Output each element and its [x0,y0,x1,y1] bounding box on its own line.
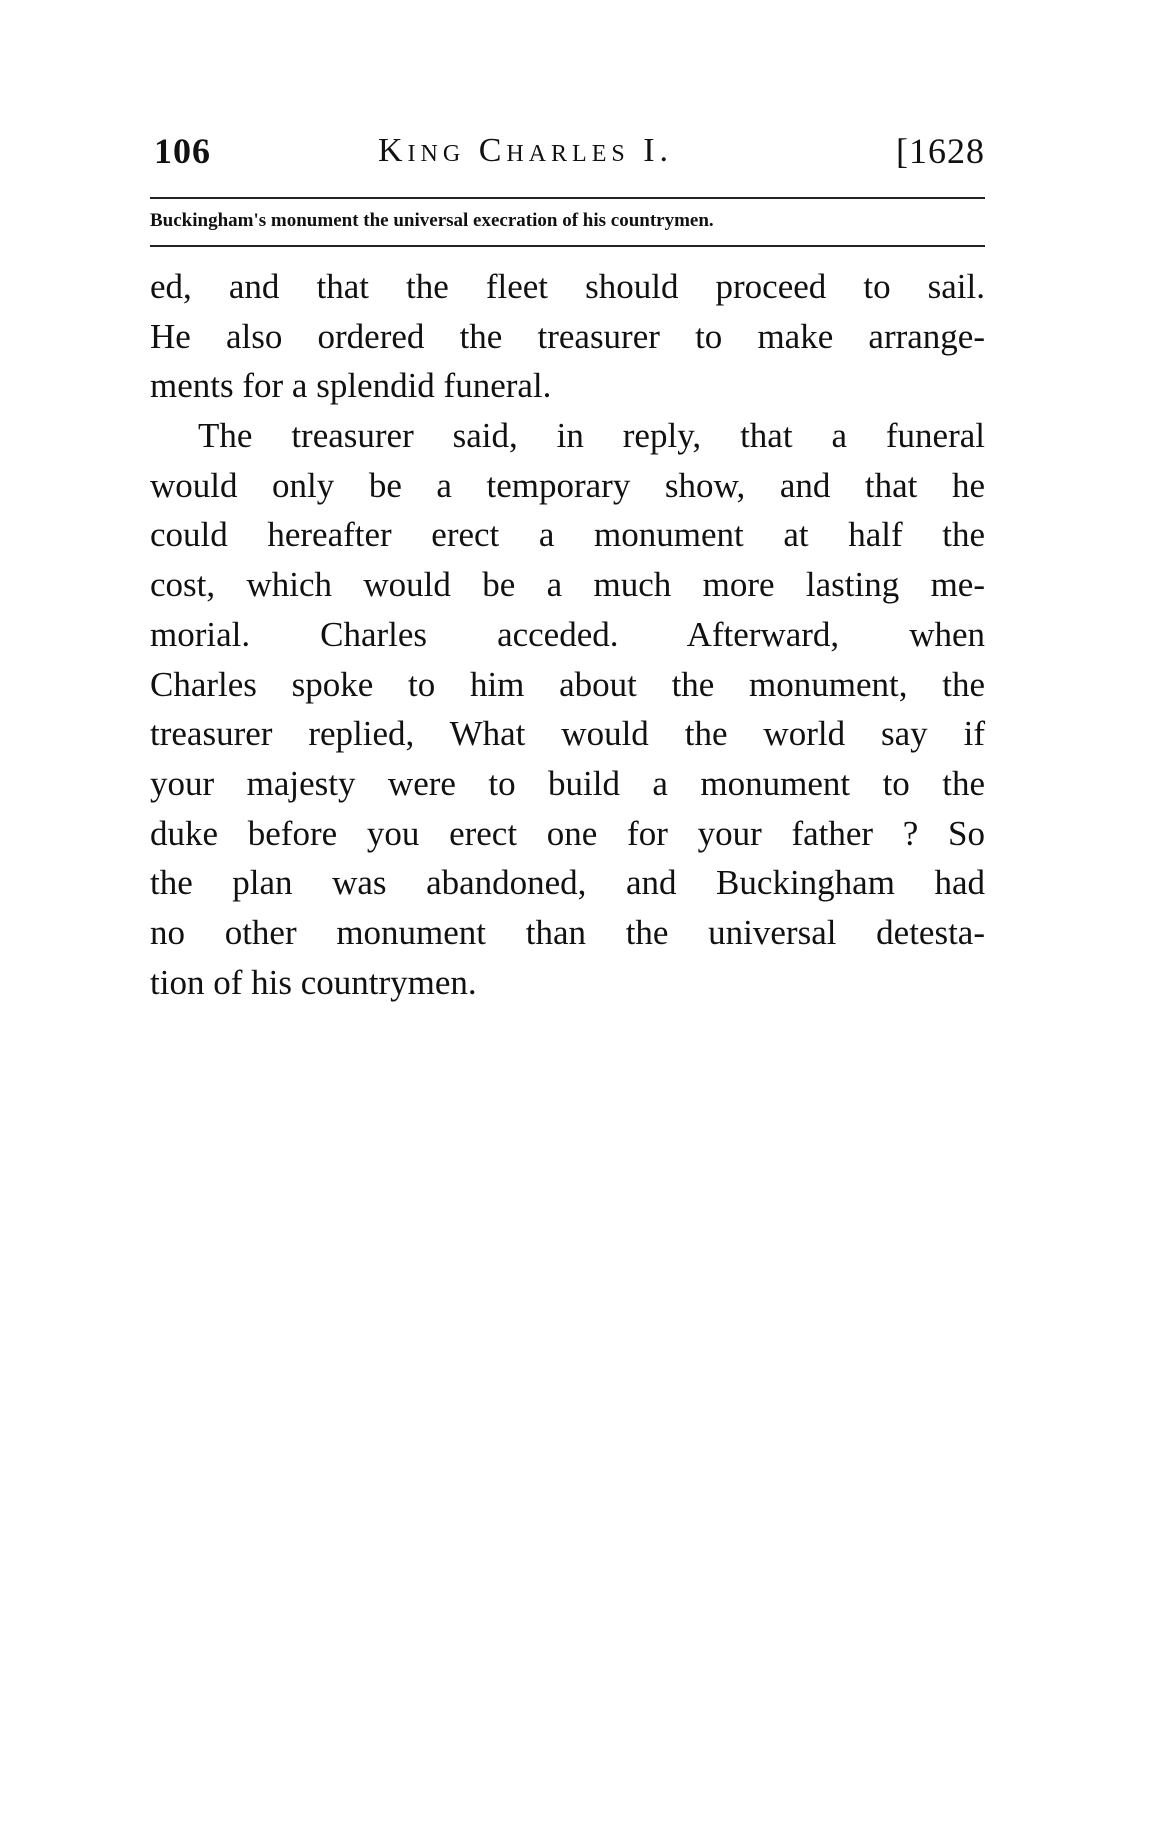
year-marker: [1628 [896,131,985,171]
text-line: ments for a splendid funeral. [150,366,552,406]
text-line: the plan was abandoned, and Buckingham had [150,863,985,903]
header-rule-bottom [150,245,985,247]
running-subheading: Buckingham's monument the universal execration of his countrymen. [150,210,714,231]
page-header [150,130,985,182]
text-line: treasurer replied, What would the world say if [150,714,985,754]
text-line: would only be a temporary show, and that he [150,465,985,505]
text-line: your majesty were to build a monument to the [150,763,985,803]
body-text [150,262,985,1007]
text-line: ed, and that the fleet should proceed to sail. [150,267,985,306]
paragraph-2 [150,411,985,1007]
text-line: morial. Charles acceded. Afterward, when [150,614,985,654]
paragraph-1 [150,262,985,411]
text-line: could hereafter erect a monument at half the [150,515,985,555]
text-line: Charles spoke to him about the monument, the [150,664,985,704]
text-line: no other monument than the universal detesta- [150,912,985,952]
text-line: cost, which would be a much more lasting me- [150,565,985,605]
text-line: The treasurer said, in reply, that a funeral [198,416,985,456]
text-line: duke before you erect one for your father ? So [150,813,985,853]
header-rule-top [150,197,985,199]
running-title: King Charles I. [378,132,674,169]
page-number: 106 [154,131,211,171]
text-line: tion of his countrymen. [150,962,477,1002]
text-line: He also ordered the treasurer to make arrange- [150,316,985,356]
